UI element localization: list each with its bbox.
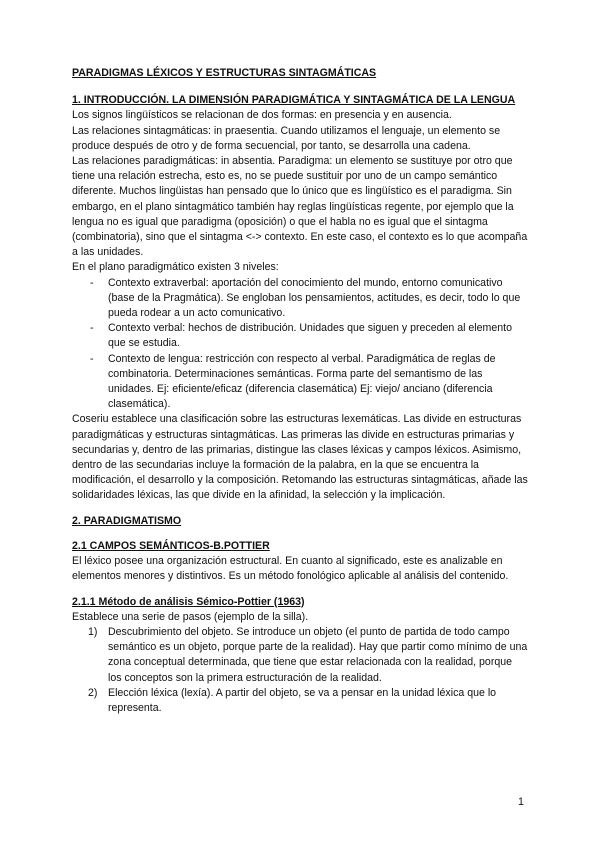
section-1-heading: 1. INTRODUCCIÓN. LA DIMENSIÓN PARADIGMÁTICA Y SINTAGMÁTICA DE LA LENGUA xyxy=(72,94,516,107)
section-2-heading: 2. PARADIGMATISMO xyxy=(72,514,182,527)
document-page xyxy=(72,66,528,716)
step-number: 1) xyxy=(88,625,98,638)
paragraph: Establece una serie de pasos (ejemplo de la silla). xyxy=(72,610,309,623)
list-item xyxy=(72,625,528,686)
steps-list xyxy=(72,625,528,716)
paragraph: Coseriu establece una clasificación sobre las estructuras lexemáticas. Las divide en estructuras paradigmáticas y estructuras sintagmáticas. Las primeras las divide en estructuras primarias y secundarias y, dentro de las primarias, distingue las clases léxicas y campos léxicos. Asimismo, dentro de las secundarias incluye la formación de la palabra, en la que se encuentra la modificación, el desarrollo y la composición. Retomando las estructuras sintagmáticas, añade las solidaridades léxicas, las que divide en la afinidad, la selección y la implicación. xyxy=(72,413,528,502)
subsection-2-1-heading: 2.1 CAMPOS SEMÁNTICOS-B.POTTIER xyxy=(72,539,270,552)
paragraph: El léxico posee una organización estructural. En cuanto al significado, este es analizable en elementos menores y distintivos. Es un método fonológico aplicable al análisis del contenido. xyxy=(72,555,509,583)
page-number: 1 xyxy=(518,796,524,808)
list-item: - Contexto de lengua: restricción con respecto al verbal. Paradigmática de reglas de combinatoria. Determinaciones semánticas. Forma parte del semantismo de las unidades. Ej: eficiente/eficaz (diferencia clasemática) Ej: viejo/ anciano (diferencia clasemática). xyxy=(72,352,528,413)
list-item: - Contexto extraverbal: aportación del conocimiento del mundo, entorno comunicativo (base de la Pragmática). Se engloban los pensamientos, actitudes, es decir, todo lo que pueda rodear a un acto comunicativo. xyxy=(72,276,528,322)
subsection-2-1-1-heading: 2.1.1 Método de análisis Sémico-Pottier (1963) xyxy=(72,595,305,608)
paragraph: Los signos lingüísticos se relacionan de dos formas: en presencia y en ausencia. xyxy=(72,109,452,122)
paragraph: En el plano paradigmático existen 3 niveles: xyxy=(72,261,279,274)
step-text: Descubrimiento del objeto. Se introduce un objeto (el punto de partida de todo campo semántico es un objeto, porque parte de la realidad). Hay que partir como mínimo de una zona conceptual determinada, que tiene que estar relacionada con la realidad, porque los conceptos son la primera estructuración de la realidad. xyxy=(108,625,528,684)
list-item xyxy=(72,686,528,716)
list-item: - Contexto verbal: hechos de distribución. Unidades que siguen y preceden al elemento que se estudia. xyxy=(72,321,528,351)
paragraph: Las relaciones paradigmáticas: in absentia. Paradigma: un elemento se sustituye por otro que tiene una relación estrecha, esto es, no se puede sustituir por uno de un campo semántico diferente. Muchos lingüistas han pensado que lo único que es lingüístico es el paradigma. Sin embargo, en el plano sintagmático también hay reglas lingüísticas regente, por ejemplo que la lengua no es igual que paradigma (oposición) o que el habla no es igual que el sintagma (combinatoria), sino que el sintagma <-> contexto. En este caso, el contexto es lo que acompaña a las unidades. xyxy=(72,155,528,259)
paragraph: Las relaciones sintagmáticas: in praesentia. Cuando utilizamos el lenguaje, un elemento se produce después de otro y de forma secuencial, por tanto, se desarrolla una cadena. xyxy=(72,124,501,152)
step-number: 2) xyxy=(88,686,98,699)
document-title: PARADIGMAS LÉXICOS Y ESTRUCTURAS SINTAGMÁTICAS xyxy=(72,67,377,79)
step-text: Elección léxica (lexía). A partir del objeto, se va a pensar en la unidad léxica que lo representa. xyxy=(108,686,497,714)
levels-list xyxy=(72,276,528,413)
